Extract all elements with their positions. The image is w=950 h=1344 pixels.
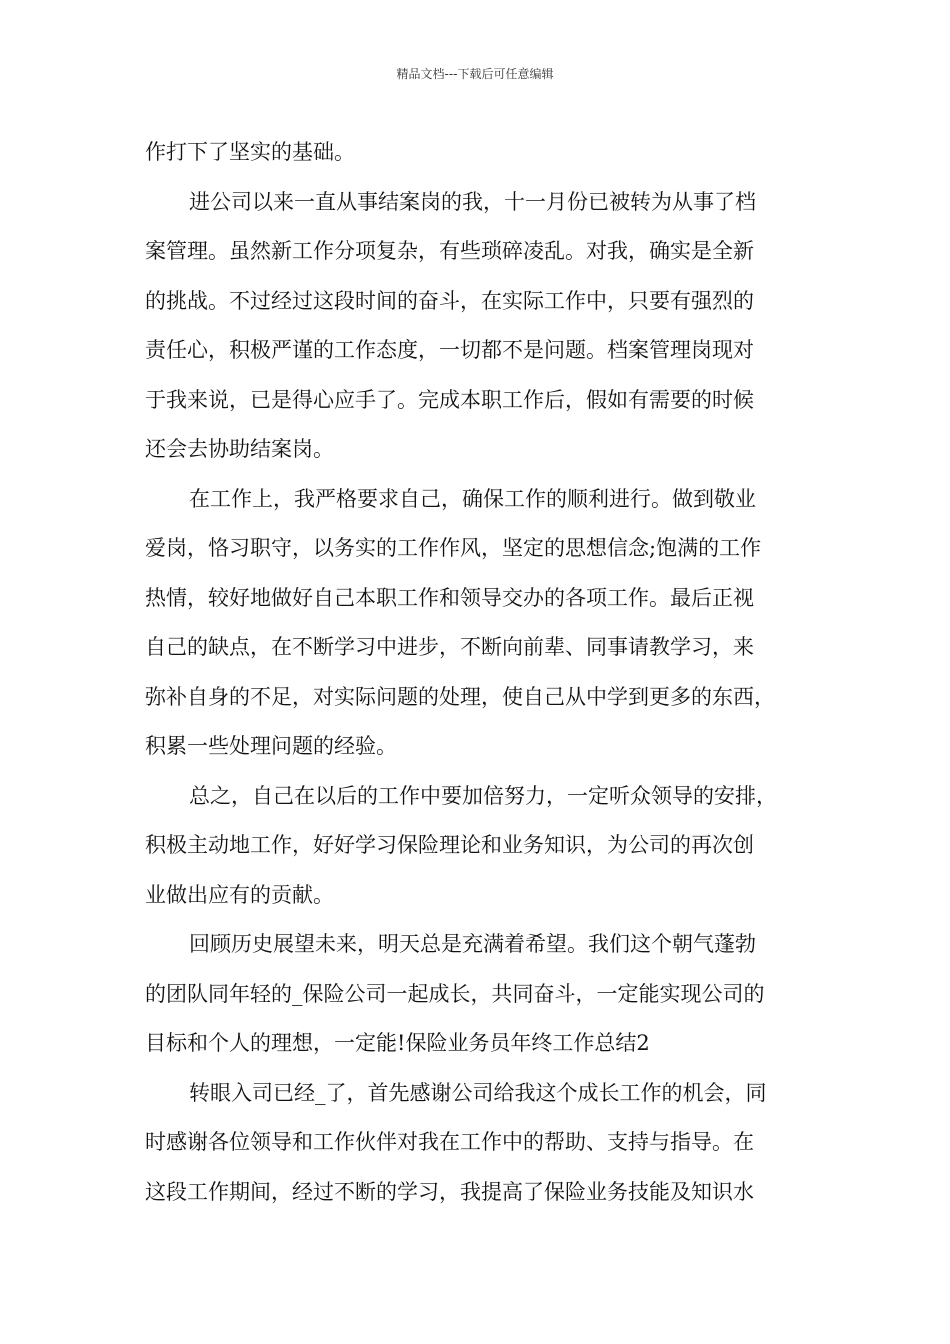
page-header: 精品文档---下载后可任意编辑: [396, 67, 554, 81]
text-line: 这段工作期间，经过不断的学习，我提高了保险业务技能及知识水: [145, 1179, 754, 1204]
paragraph: [145, 920, 835, 1069]
text-line: 爱岗，恪习职守，以务实的工作作风，坚定的思想信念;饱满的工作: [145, 536, 762, 560]
text-line: 总之，自己在以后的工作中要加倍努力，一定听众领导的安排，: [189, 783, 777, 808]
text-line: 业做出应有的贡献。: [145, 882, 334, 907]
text-line: 还会去协助结案岗。: [145, 437, 334, 461]
text-line: 进公司以来一直从事结案岗的我，十一月份已被转为从事了档: [189, 189, 756, 214]
text-line: 积极主动地工作，好好学习保险理论和业务知识，为公司的再次创: [145, 833, 754, 857]
text-line: 自己的缺点，在不断学习中进步，不断向前辈、同事请教学习，来: [145, 635, 754, 659]
text-line: 热情，较好地做好自己本职工作和领导交办的各项工作。最后正视: [145, 585, 754, 610]
paragraph: [145, 772, 835, 921]
paragraph: [145, 128, 835, 178]
text-line: 案管理。虽然新工作分项复杂，有些琐碎凌乱。对我，确实是全新: [145, 239, 754, 263]
paragraph: [145, 1069, 835, 1218]
text-line: 弥补自身的不足，对实际问题的处理，使自己从中学到更多的东西，: [145, 684, 775, 709]
text-line: 时感谢各位领导和工作伙伴对我在工作中的帮助、支持与指导。在: [145, 1130, 754, 1154]
text-line: 目标和个人的理想，一定能!保险业务员年终工作总结2: [145, 1031, 650, 1055]
text-line: 在工作上，我严格要求自己，确保工作的顺利进行。做到敬业: [189, 486, 756, 511]
text-line: 作打下了坚实的基础。: [145, 140, 355, 164]
text-line: 的团队同年轻的_保险公司一起成长，共同奋斗，一定能实现公司的: [145, 981, 765, 1006]
document-body: [145, 128, 835, 1217]
paragraph: [145, 475, 835, 772]
text-line: 的挑战。不过经过这段时间的奋斗，在实际工作中，只要有强烈的: [145, 288, 754, 313]
text-line: 责任心，积极严谨的工作态度，一切都不是问题。档案管理岗现对: [145, 338, 754, 362]
text-line: 于我来说，已是得心应手了。完成本职工作后，假如有需要的时候: [145, 387, 754, 412]
text-line: 转眼入司已经_了，首先感谢公司给我这个成长工作的机会，同: [189, 1080, 767, 1105]
text-line: 回顾历史展望未来，明天总是充满着希望。我们这个朝气蓬勃: [189, 932, 756, 956]
text-line: 积累一些处理问题的经验。: [145, 734, 397, 758]
paragraph: [145, 178, 835, 475]
